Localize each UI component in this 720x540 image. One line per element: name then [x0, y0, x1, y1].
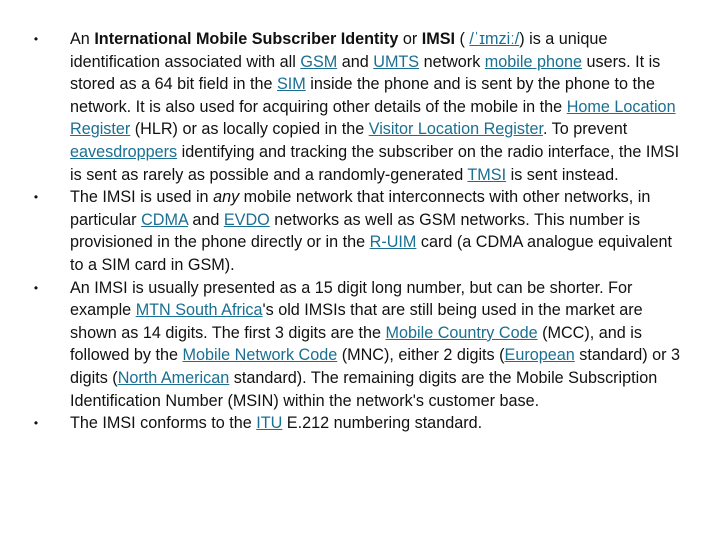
- bullet-text: inside the phone and is sent by the phone to the network. It is also used for acquiring other details of the mobile in the: [70, 75, 655, 116]
- wiki-link[interactable]: UMTS: [373, 52, 420, 71]
- wiki-link[interactable]: R-UIM: [369, 233, 417, 252]
- wiki-link[interactable]: CDMA: [141, 210, 188, 229]
- bullet-text: identifying and tracking the subscriber on the radio interface, the IMSI is sent as rarely as possible and a randomly-generated: [70, 142, 680, 184]
- italic-text: any: [213, 188, 240, 207]
- bullet-text: or: [398, 30, 422, 48]
- wiki-link[interactable]: European: [504, 346, 575, 365]
- bullet-text: and: [187, 210, 224, 229]
- wiki-link[interactable]: Visitor Location Register: [368, 120, 543, 139]
- bullet-text: network: [419, 52, 485, 71]
- wiki-link[interactable]: GSM: [300, 52, 338, 71]
- bullet-text: E.212 numbering standard.: [282, 414, 483, 433]
- bullet-text: The IMSI is used in: [70, 188, 214, 207]
- bullet-text: The IMSI conforms to the: [70, 414, 257, 433]
- bold-text: International Mobile Subscriber Identity: [94, 30, 399, 48]
- bullet-text: An: [70, 30, 95, 48]
- bullet-text: 's old IMSIs that are still being used in the market are shown as 14 digits. The first 3 digits are the: [70, 301, 643, 342]
- bullet-text: (: [455, 30, 470, 48]
- bullet-text: users. It is stored as a 64 bit field in the: [70, 52, 661, 94]
- wiki-link[interactable]: SIM: [276, 75, 306, 94]
- wiki-link[interactable]: Home Location Register: [70, 97, 676, 139]
- wiki-link[interactable]: eavesdroppers: [70, 142, 178, 161]
- wiki-link[interactable]: TMSI: [467, 165, 507, 184]
- wiki-link[interactable]: Mobile Network Code: [182, 346, 338, 365]
- wiki-link[interactable]: North American: [117, 368, 230, 387]
- bullet-text: and: [337, 52, 374, 71]
- bullet-text: mobile network that interconnects with other networks, in particular: [70, 188, 651, 229]
- wiki-link[interactable]: /ˈɪmziː/: [469, 30, 520, 48]
- bullet-text: ) is a unique identification associated with all: [70, 30, 608, 71]
- bullet-dot: •: [33, 190, 39, 205]
- bullet-text: (HLR) or as locally copied in the: [130, 120, 369, 139]
- bullet-item: [30, 186, 686, 276]
- wiki-link[interactable]: Mobile Country Code: [385, 323, 538, 342]
- bullet-text: (MCC), and is followed by the: [70, 323, 642, 365]
- bullet-dot: •: [33, 280, 39, 295]
- wiki-link[interactable]: ITU: [256, 414, 283, 433]
- bullet-text: networks as well as GSM networks. This number is provisioned in the phone directly or in the: [70, 210, 641, 252]
- bullet-text: An IMSI is usually presented as a 15 digit long number, but can be shorter. For example: [70, 278, 633, 320]
- bullet-item: [30, 277, 686, 413]
- bullet-dot: •: [33, 416, 39, 431]
- bullet-text: . To prevent: [542, 120, 628, 139]
- bullet-dot: •: [33, 32, 39, 46]
- bold-text: IMSI: [421, 30, 455, 48]
- wiki-link[interactable]: mobile phone: [484, 52, 582, 71]
- bullet-text: card (a CDMA analogue equivalent to a SIM card in GSM).: [70, 233, 672, 274]
- wiki-link[interactable]: MTN South Africa: [135, 301, 263, 320]
- bullet-text: (MNC), either 2 digits (: [337, 346, 505, 365]
- bullet-text: standard). The remaining digits are the Mobile Subscription Identification Number (MSIN) within the network's customer base.: [70, 368, 658, 410]
- wiki-link[interactable]: EVDO: [223, 210, 270, 229]
- bullet-item: [30, 412, 686, 435]
- bullet-item: [30, 28, 686, 186]
- bullet-list: [30, 28, 686, 435]
- bullet-text: standard) or 3 digits (: [70, 346, 681, 387]
- bullet-text: is sent instead.: [506, 165, 619, 184]
